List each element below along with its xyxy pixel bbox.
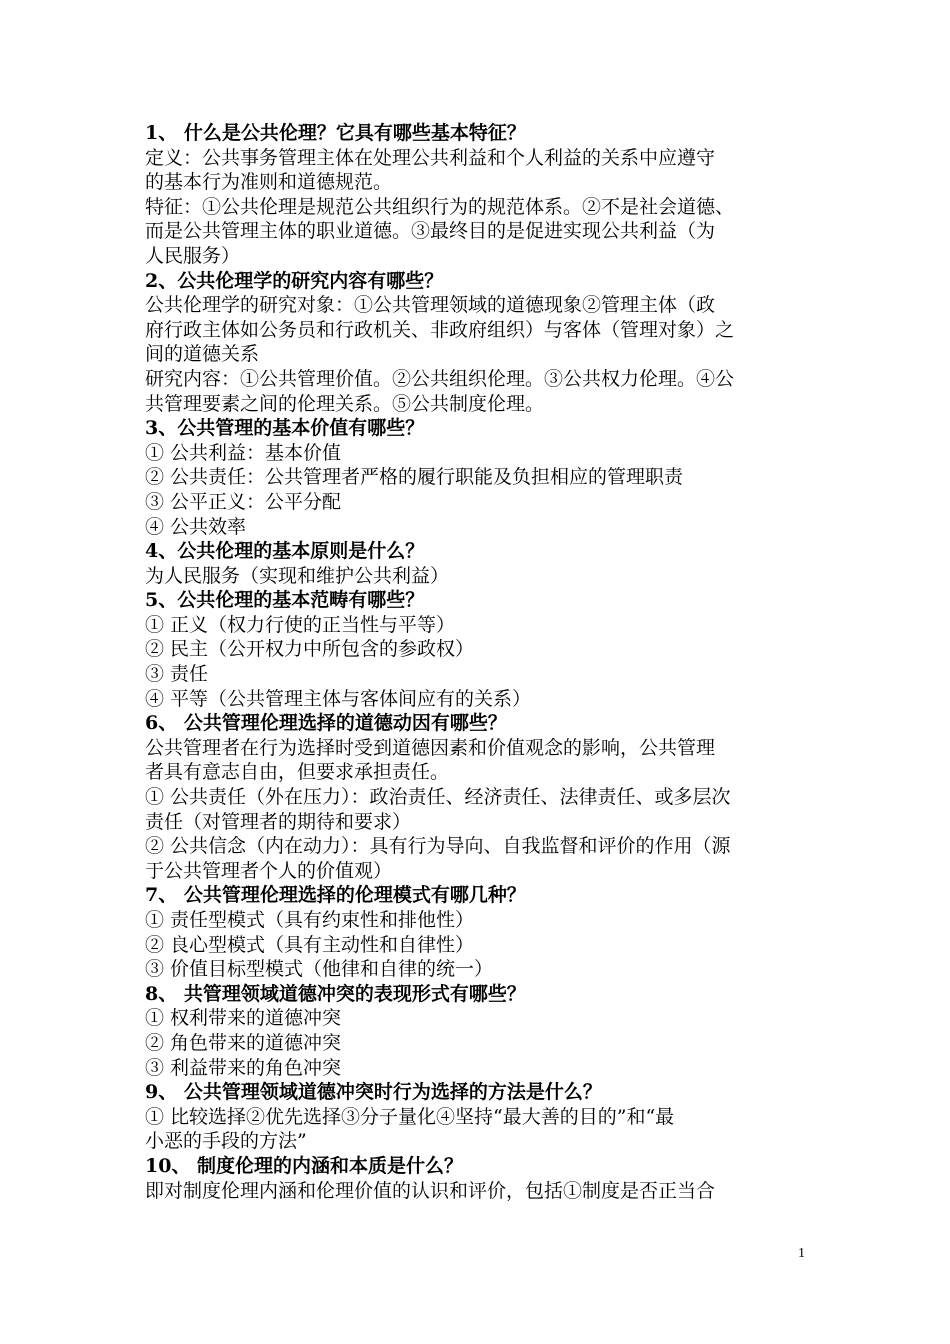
question-heading: 3、公共管理的基本价值有哪些？ (145, 417, 425, 440)
body-text-line: ③ 利益带来的角色冲突 (145, 1056, 342, 1079)
document-body (145, 121, 815, 1203)
question-heading: 10、 制度伦理的内涵和本质是什么？ (145, 1154, 464, 1177)
body-text-line: ③ 责任 (145, 663, 209, 686)
body-text-line: ④ 公共效率 (145, 515, 247, 538)
body-text-line: ② 公共责任：公共管理者严格的履行职能及负担相应的管理职责 (145, 466, 684, 489)
question-heading: 5、公共伦理的基本范畴有哪些？ (145, 589, 425, 612)
body-text-line: ④ 平等（公共管理主体与客体间应有的关系） (145, 687, 532, 710)
body-text-line: ② 良心型模式（具有主动性和自律性） (145, 933, 475, 956)
question-heading: 2、公共伦理学的研究内容有哪些？ (145, 269, 444, 292)
body-text-line: ① 责任型模式（具有约束性和排他性） (145, 909, 475, 931)
question-heading: 9、 公共管理领域道德冲突时行为选择的方法是什么？ (145, 1081, 602, 1104)
body-text-line: 即对制度伦理内涵和伦理价值的认识和评价，包括①制度是否正当合 (145, 1179, 716, 1202)
body-text-line: 人民服务） (145, 244, 241, 267)
body-text-line: 为人民服务（实现和维护公共利益） (145, 564, 450, 587)
question-heading: 7、 公共管理伦理选择的伦理模式有哪几种？ (145, 884, 526, 907)
body-text-line: ① 权利带来的道德冲突 (145, 1007, 342, 1030)
body-text-line: 责任（对管理者的期待和要求） (145, 810, 412, 833)
body-text-line: 者具有意志自由，但要求承担责任。 (145, 761, 450, 784)
body-text-line: 定义：公共事务管理主体在处理公共利益和个人利益的关系中应遵守 (145, 146, 716, 169)
body-text-line: 府行政主体如公务员和行政机关、非政府组织）与客体（管理对象）之 (145, 318, 735, 341)
question-heading: 6、 公共管理伦理选择的道德动因有哪些？ (145, 712, 507, 735)
body-text-line: 公共伦理学的研究对象：①公共管理领域的道德现象②管理主体（政 (145, 294, 716, 317)
body-text-line: ① 公共利益：基本价值 (145, 441, 342, 464)
body-text-line: ② 公共信念（内在动力）：具有行为导向、自我监督和评价的作用（源 (145, 835, 731, 858)
body-text-line: 小恶的手段的方法” (145, 1130, 307, 1153)
body-text-line: ② 民主（公开权力中所包含的参政权） (145, 638, 475, 661)
body-text-line: ② 角色带来的道德冲突 (145, 1031, 342, 1054)
body-text-line: 而是公共管理主体的职业道德。③最终目的是促进实现公共利益（为 (145, 220, 716, 243)
question-heading: 8、 共管理领域道德冲突的表现形式有哪些？ (145, 982, 526, 1005)
body-text-line: ① 比较选择②优先选择③分子量化④坚持“最大善的目的”和“最 (145, 1105, 675, 1128)
question-heading: 1、 什么是公共伦理？它具有哪些基本特征？ (145, 122, 526, 144)
body-text-line: ① 正义（权力行使的正当性与平等） (145, 613, 456, 636)
page-number: 1 (798, 1246, 805, 1261)
body-text-line: 公共管理者在行为选择时受到道德因素和价值观念的影响，公共管理 (145, 736, 716, 759)
body-text-line: 研究内容：①公共管理价值。②公共组织伦理。③公共权力伦理。④公 (145, 367, 735, 390)
body-text-line: ③ 价值目标型模式（他律和自律的统一） (145, 958, 494, 981)
body-text-line: 的基本行为准则和道德规范。 (145, 171, 393, 194)
body-text-line: ① 公共责任（外在压力）：政治责任、经济责任、法律责任、或多层次 (145, 786, 731, 809)
body-text-line: 间的道德关系 (145, 343, 260, 366)
body-text-line: 于公共管理者个人的价值观） (145, 859, 393, 882)
body-text-line: 共管理要素之间的伦理关系。⑤公共制度伦理。 (145, 392, 545, 415)
body-text-line: ③ 公平正义：公平分配 (145, 490, 342, 513)
body-text-line: 特征：①公共伦理是规范公共组织行为的规范体系。②不是社会道德、 (145, 195, 735, 218)
question-heading: 4、公共伦理的基本原则是什么？ (145, 540, 425, 563)
